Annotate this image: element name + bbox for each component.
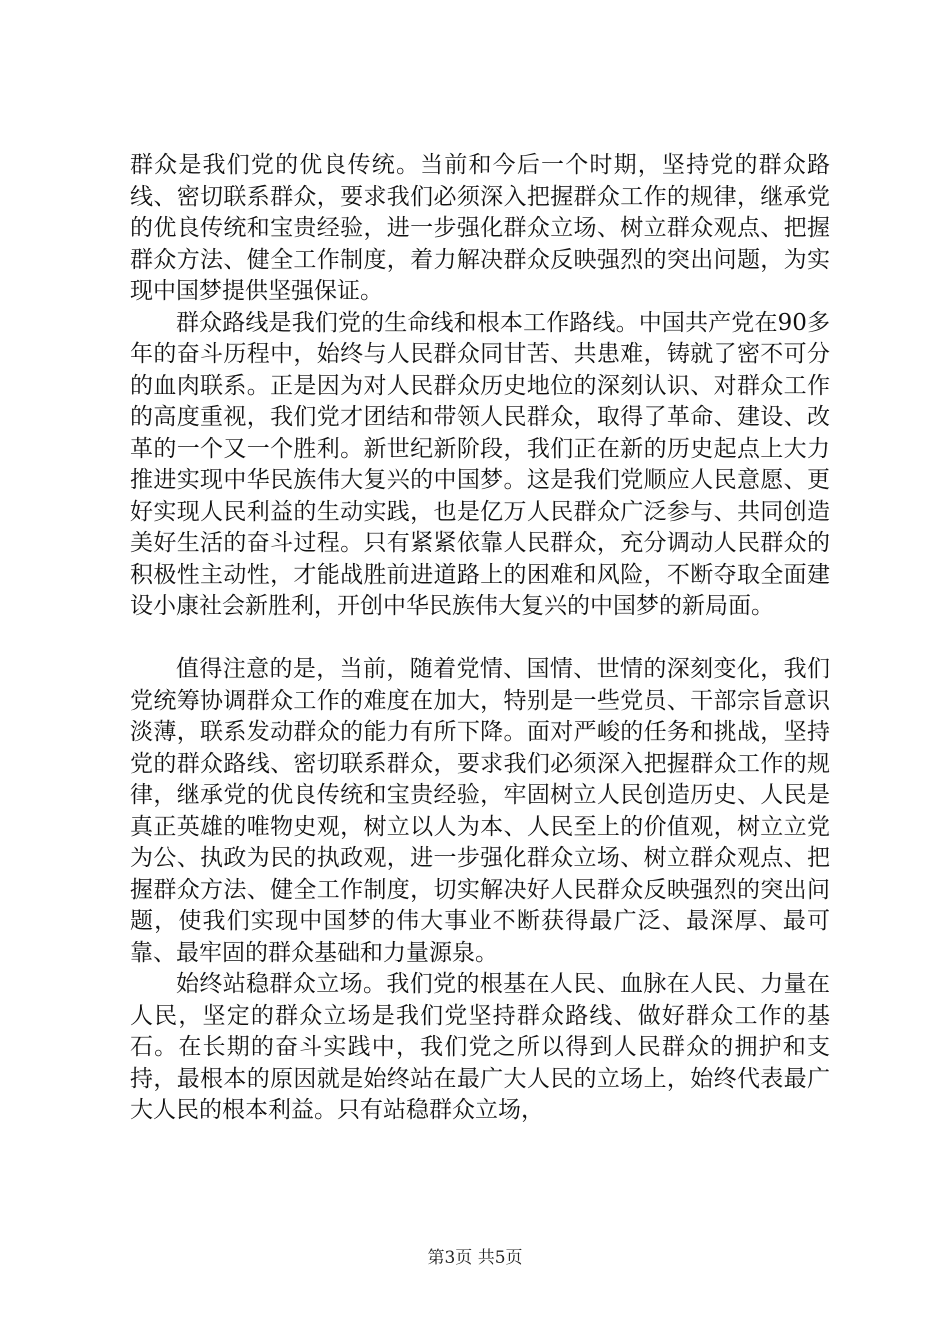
paragraph-spacer (130, 623, 830, 655)
document-body (130, 150, 830, 1127)
paragraph-4: 始终站稳群众立场。我们党的根基在人民、血脉在人民、力量在人民，坚定的群众立场是我们党坚持群众路线、做好群众工作的基石。在长期的奋斗实践中，我们党之所以得到人民群众的拥护和支持，最根本的原因就是始终站在最广大人民的立场上，始终代表最广大人民的根本利益。只有站稳群众立场， (130, 971, 830, 1123)
paragraph-1: 群众是我们党的优良传统。当前和今后一个时期，坚持党的群众路线、密切联系群众，要求我们必须深入把握群众工作的规律，继承党的优良传统和宝贵经验，进一步强化群众立场、树立群众观点、把握群众方法、健全工作制度，着力解决群众反映强烈的突出问题，为实现中国梦提供坚强保证。 (130, 152, 830, 304)
paragraph-2: 群众路线是我们党的生命线和根本工作路线。中国共产党在90多年的奋斗历程中，始终与人民群众同甘苦、共患难，铸就了密不可分的血肉联系。正是因为对人民群众历史地位的深刻认识、对群众工作的高度重视，我们党才团结和带领人民群众，取得了革命、建设、改革的一个又一个胜利。新世纪新阶段，我们正在新的历史起点上大力推进实现中华民族伟大复兴的中国梦。这是我们党顺应人民意愿、更好实现人民利益的生动实践，也是亿万人民群众广泛参与、共同创造美好生活的奋斗过程。只有紧紧依靠人民群众，充分调动人民群众的积极性主动性，才能战胜前进道路上的困难和风险，不断夺取全面建设小康社会新胜利，开创中华民族伟大复兴的中国梦的新局面。 (130, 309, 830, 619)
page-number-footer: 第3页 共5页 (427, 1248, 523, 1268)
paragraph-3: 值得注意的是，当前，随着党情、国情、世情的深刻变化，我们党统筹协调群众工作的难度在加大，特别是一些党员、干部宗旨意识淡薄，联系发动群众的能力有所下降。面对严峻的任务和挑战，坚持党的群众路线、密切联系群众，要求我们必须深入把握群众工作的规律，继承党的优良传统和宝贵经验，牢固树立人民创造历史、人民是真正英雄的唯物史观，树立以人为本、人民至上的价值观，树立立党为公、执政为民的执政观，进一步强化群众立场、树立群众观点、把握群众方法、健全工作制度，切实解决好人民群众反映强烈的突出问题，使我们实现中国梦的伟大事业不断获得最广泛、最深厚、最可靠、最牢固的群众基础和力量源泉。 (130, 656, 830, 966)
